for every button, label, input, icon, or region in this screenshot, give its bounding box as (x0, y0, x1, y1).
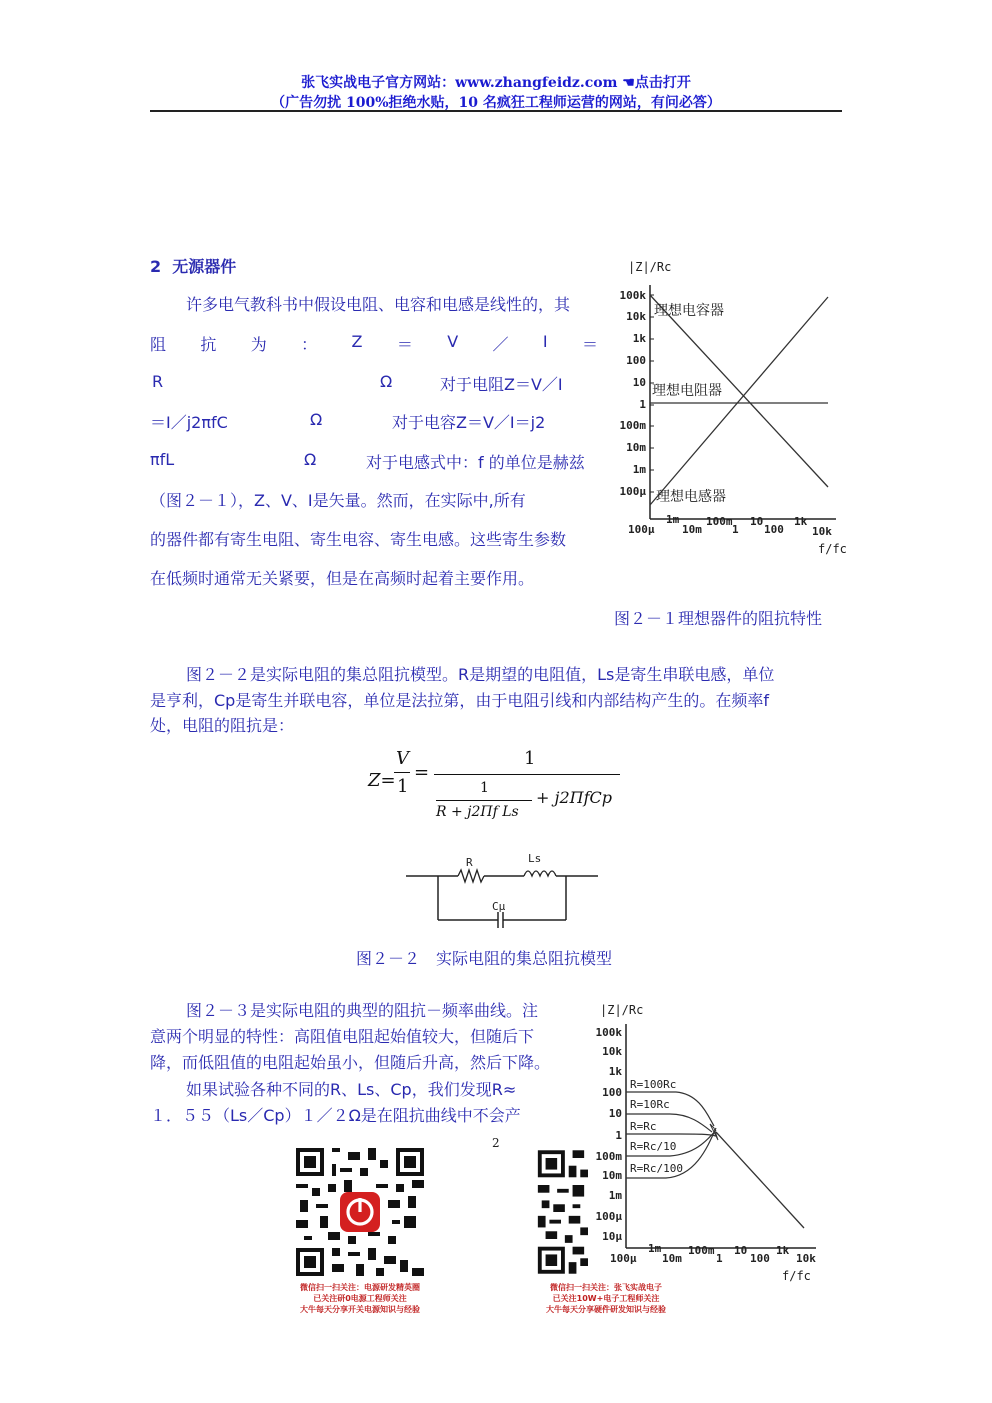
label-ls: Ls (528, 852, 542, 865)
word: ＝I／j2πfC (150, 413, 228, 432)
fig3-xtick: 1k (776, 1244, 790, 1257)
fig3-curve-label: R=100Rc (630, 1078, 677, 1091)
qr-code-right[interactable] (534, 1144, 588, 1280)
word: 对于电感式中：f 的单位是赫兹 (366, 453, 585, 472)
fig1-ytick: 1m (632, 463, 646, 476)
figure-resistor-model (406, 848, 602, 932)
word: ／ (492, 335, 509, 354)
qr-caption-line: 已关注研0电源工程师关注 (313, 1294, 407, 1303)
fig1-inductor-line (650, 297, 828, 505)
figure-ideal-impedance (614, 255, 854, 560)
fig3-xtick: 100m (688, 1244, 715, 1257)
fig1-ytick: 1 (639, 398, 646, 411)
page-number: 2 (492, 1136, 500, 1150)
word: 为 (250, 335, 267, 354)
fig3-xtick: 10 (734, 1244, 748, 1257)
fig1-xtick: 1m (666, 513, 680, 526)
word: Ω (380, 372, 393, 391)
fig3-ytick: 10k (602, 1045, 622, 1058)
formula-eq: = (414, 762, 430, 783)
word: R (152, 372, 164, 391)
formula-v: V (396, 748, 409, 769)
fig1-xtick: 10k (812, 525, 832, 538)
fig1-xtick: 100μ (628, 523, 655, 536)
fig3-curve-label: R=Rc/10 (630, 1140, 677, 1153)
fig3-curve (626, 1134, 716, 1136)
word: 对于电阻Z＝V／I (440, 375, 563, 394)
fig3-curve-label: R=Rc (630, 1120, 657, 1133)
formula-lhs: Z= (368, 770, 396, 791)
fig3-xtick: 10m (662, 1252, 682, 1265)
para1-line7: 的器件都有寄生电阻、寄生电容、寄生电感。这些寄生参数 (150, 530, 567, 549)
fig1-xlabel: f/fc (818, 542, 847, 556)
resistor-symbol (458, 870, 484, 882)
para3-line2: 意两个明显的特性：高阻值电阻起始值较大，但随后下 (150, 1027, 535, 1046)
label-cp: Cμ (492, 900, 506, 913)
fig3-curve-label: R=Rc/100 (630, 1162, 683, 1175)
para2-line2: 是亨利，Cp是寄生并联电容，单位是法拉第，由于电阻引线和内部结构产生的。在频率f (150, 691, 769, 710)
header-site-link[interactable]: 张飞实战电子官方网站：www.zhangfeidz.com ☚点击打开 (301, 75, 691, 91)
word: Z (351, 332, 363, 351)
para3-line5: １．５５（Ls／Cp）１／２Ω是在阻抗曲线中不会产 (150, 1106, 521, 1125)
fig1-ytick: 10 (632, 376, 646, 389)
fig1-ytick: 100μ (619, 485, 646, 498)
para2-line1: 图２－２是实际电阻的集总阻抗模型。R是期望的电阻值，Ls是寄生串联电感，单位 (186, 665, 775, 684)
fig1-xtick: 10 (750, 515, 764, 528)
fig1-ytick: 100k (619, 289, 646, 302)
fig3-xtick: 10k (796, 1252, 816, 1265)
fig1-label-cap: 理想电容器 (654, 303, 724, 319)
fig3-ytick: 100 (602, 1086, 622, 1099)
fig1-xtick: 10m (682, 523, 702, 536)
fig3-ytick: 100μ (595, 1210, 622, 1223)
para1-line6: （图２－１），Z、V、I是矢量。然而，在实际中,所有 (150, 491, 526, 510)
word: 阻 (150, 335, 167, 354)
word: 抗 (200, 335, 217, 354)
fig1-ytick: 10k (626, 310, 646, 323)
para1-line1: 许多电气教科书中假设电阻、电容和电感是线性的，其 (186, 295, 571, 314)
fig3-asymptote (716, 1132, 804, 1228)
fig1-ytick: 100m (619, 419, 646, 432)
fig3-ytick: 10m (602, 1169, 622, 1182)
formula-inner-den: R + j2Πf Ls (436, 804, 519, 820)
para3-line3: 降，而低阻值的电阻起始虽小，但随后升高，然后下降。 (150, 1053, 551, 1072)
header-notice: （广告勿扰 100%拒绝水贴，10 名疯狂工程师运营的网站，有问必答） (271, 95, 721, 111)
fig1-label-res: 理想电阻器 (652, 383, 722, 399)
formula-inner-num: 1 (480, 780, 489, 796)
formula-plus: + j2ΠfCp (536, 788, 612, 807)
fig2-caption: 图２－２ 实际电阻的集总阻抗模型 (356, 949, 613, 968)
para3-line1: 图２－３是实际电阻的典型的阻抗－频率曲线。注 (186, 1001, 539, 1020)
fig1-ytick: 10m (626, 441, 646, 454)
fig1-ytick: 100 (626, 354, 646, 367)
qr-left-caption (272, 1282, 448, 1315)
fig1-caption: 图２－１理想器件的阻抗特性 (614, 609, 823, 628)
formula-numerator: 1 (524, 748, 536, 769)
qr-code-left[interactable] (292, 1144, 428, 1280)
fig3-curve-label: R=10Rc (630, 1098, 670, 1111)
fig3-xlabel: f/fc (782, 1269, 811, 1283)
fig1-ylabel: |Z|/Rc (628, 260, 672, 274)
fig3-xtick: 100μ (610, 1252, 637, 1265)
qr-caption-line: 微信扫一扫关注：张飞实战电子 (550, 1283, 662, 1292)
section-title: 无源器件 (172, 257, 237, 276)
fig1-xtick: 100 (764, 523, 784, 536)
fig3-xtick: 1 (716, 1252, 723, 1265)
figure-resistor-impedance-curves (590, 996, 830, 1286)
para2-line3: 处，电阻的阻抗是： (150, 716, 295, 735)
formula-i: 1 (397, 776, 409, 797)
fig3-ytick: 10 (608, 1107, 622, 1120)
para3-line4: 如果试验各种不同的R、Ls、Cp，我们发现R≈ (186, 1080, 517, 1099)
qr-caption-line: 微信扫一扫关注：电源研发精英圈 (300, 1283, 420, 1292)
impedance-formula (368, 748, 628, 828)
fig3-xtick: 100 (750, 1252, 770, 1265)
fig1-xtick: 1 (732, 523, 739, 536)
word: πfL (150, 450, 175, 469)
fig1-ytick: 1k (632, 332, 646, 345)
section-number: 2 (150, 257, 162, 276)
word: 对于电容Z＝V／I＝j2 (392, 413, 546, 432)
qr-caption-line: 大牛每天分享开关电源知识与经验 (300, 1305, 420, 1314)
fig1-label-ind: 理想电感器 (656, 489, 726, 505)
qr-right-caption (524, 1282, 688, 1315)
word: Ω (304, 450, 317, 469)
word: V (447, 332, 459, 351)
fig1-xtick: 100m (706, 515, 733, 528)
header-divider (150, 110, 842, 112)
fig3-ytick: 10μ (602, 1230, 622, 1243)
fig1-xtick: 1k (794, 515, 808, 528)
qr-caption-line: 大牛每天分享硬件研发知识与经验 (546, 1305, 666, 1314)
word: ＝ (581, 335, 598, 354)
fig3-xtick: 1m (648, 1242, 662, 1255)
word: I (542, 332, 548, 351)
word: ＝ (396, 335, 413, 354)
fig3-ytick: 100k (595, 1026, 622, 1039)
para1-line8: 在低频时通常无关紧要，但是在高频时起着主要作用。 (150, 569, 535, 588)
section-heading (150, 254, 236, 277)
fig3-ytick: 1 (615, 1129, 622, 1142)
label-r: R (466, 856, 473, 869)
word: Ω (310, 410, 323, 429)
para1-line2 (150, 332, 598, 355)
fig3-ytick: 1k (608, 1065, 622, 1078)
inductor-symbol (524, 871, 556, 876)
fig3-ytick: 1m (608, 1189, 622, 1202)
fig3-ylabel: |Z|/Rc (600, 1003, 644, 1017)
fig3-ytick: 100m (595, 1150, 622, 1163)
qr-caption-line: 已关注10W+电子工程师关注 (552, 1294, 660, 1303)
word: ： (301, 335, 318, 354)
